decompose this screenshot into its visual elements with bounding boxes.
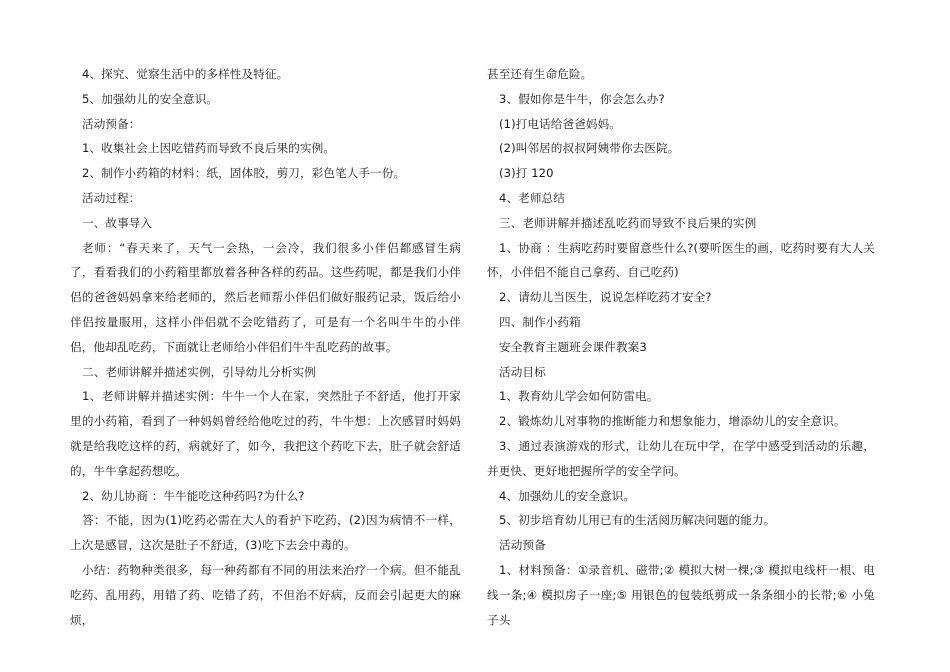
- paragraph: 4、加强幼儿的安全意识。: [499, 488, 636, 503]
- section-heading: 三、老师讲解并描述乱吃药而导致不良后果的实例: [499, 215, 757, 230]
- paragraph: 活动过程：: [82, 190, 141, 205]
- paragraph: 3、假如你是牛牛，你会怎么办?: [499, 91, 665, 106]
- paragraph: 1、收集社会上因吃错药而导致不良后果的实例。: [82, 141, 336, 156]
- paragraph-continuation: 甚至还有生命危险。: [487, 67, 593, 81]
- paragraph: 1、材料预备：①录音机、磁带;② 模拟大树一棵;③ 模拟电线杆一根、电线一条;④ 模拟房子一座;⑤ 用银色的包装纸剪成一条条细小的长带;⑥ 小兔子头: [487, 562, 875, 627]
- paragraph: 1、老师讲解并描述实例：牛牛一个人在家，突然肚子不舒适，他打开家里的小药箱，看到了一种妈妈曾经给他吃过的药，牛牛想：上次感冒时妈妈就是给我吃这样的药，病就好了，如今，我把这个药吃下去，肚子就会舒适的，牛牛拿起药想吃。: [70, 389, 461, 478]
- lesson-title: 安全教育主题班会课件教案3: [499, 339, 647, 354]
- paragraph: 2、请幼儿当医生，说说怎样吃药才安全?: [499, 290, 712, 305]
- paragraph: (3)打 120: [499, 166, 554, 181]
- paragraph: 5、初步培育幼儿用已有的生活阅历解决问题的能力。: [499, 513, 776, 528]
- paragraph: 小结：药物种类很多，每一种药都有不同的用法来治疗一个病。但不能乱吃药、乱用药，用错了药、吃错了药，不但治不好病，反而会引起更大的麻烦，: [70, 562, 461, 627]
- paragraph: 老师：“春天来了，天气一会热，一会冷，我们很多小伴侣都感冒生病了，看看我们的小药箱里都放着各种各样的药品。这些药呢，都是我们小伴侣的爸爸妈妈拿来给老师的，然后老师帮小伴侣们做好服药记录，饭后给小伴侣按量服用，这样小伴侣就不会吃错药了，可是有一个名叫牛牛的小伴侣，他却乱吃药，下面就让老师给小伴侣们牛牛乱吃药的故事。: [70, 240, 461, 354]
- paragraph: 2、锻炼幼儿对事物的推断能力和想象能力，增添幼儿的安全意识。: [499, 414, 846, 429]
- section-heading: 活动预备: [499, 538, 546, 553]
- paragraph: 3、通过表演游戏的形式，让幼儿在玩中学，在学中感受到活动的乐趣，并更快、更好地把握所学的安全学问。: [487, 438, 875, 478]
- right-column: [487, 62, 875, 632]
- paragraph: 2、幼儿协商 ：牛牛能吃这种药吗?为什么?: [82, 488, 305, 503]
- paragraph: 4、探究、觉察生活中的多样性及特征。: [82, 67, 289, 81]
- section-heading: 活动目标: [499, 364, 546, 379]
- paragraph: 活动预备：: [82, 116, 141, 131]
- section-heading: 二、老师讲解并描述实例，引导幼儿分析实例: [82, 364, 316, 379]
- paragraph: 1、协商 ：生病吃药时要留意些什么?(要听医生的画，吃药时要有大人关怀，小伴侣不能自己拿药、自己吃药): [487, 240, 875, 280]
- paragraph: 4、老师总结: [499, 190, 565, 205]
- paragraph: 2、制作小药箱的材料：纸，固体胶，剪刀，彩色笔人手一份。: [82, 166, 406, 181]
- paragraph: (2)叫邻居的叔叔阿姨带你去医院。: [499, 141, 680, 156]
- paragraph: 答：不能，因为(1)吃药必需在大人的看护下吃药，(2)因为病情不一样，上次是感冒，这次是肚子不舒适，(3)吃下去会中毒的。: [70, 513, 461, 553]
- paragraph: 5、加强幼儿的安全意识。: [82, 91, 219, 106]
- paragraph: 1、教育幼儿学会如何防雷电。: [499, 389, 659, 404]
- section-heading: 一、故事导入: [82, 215, 153, 230]
- paragraph: (1)打电话给爸爸妈妈。: [499, 116, 621, 131]
- section-heading: 四、制作小药箱: [499, 314, 581, 329]
- left-column: [70, 62, 461, 632]
